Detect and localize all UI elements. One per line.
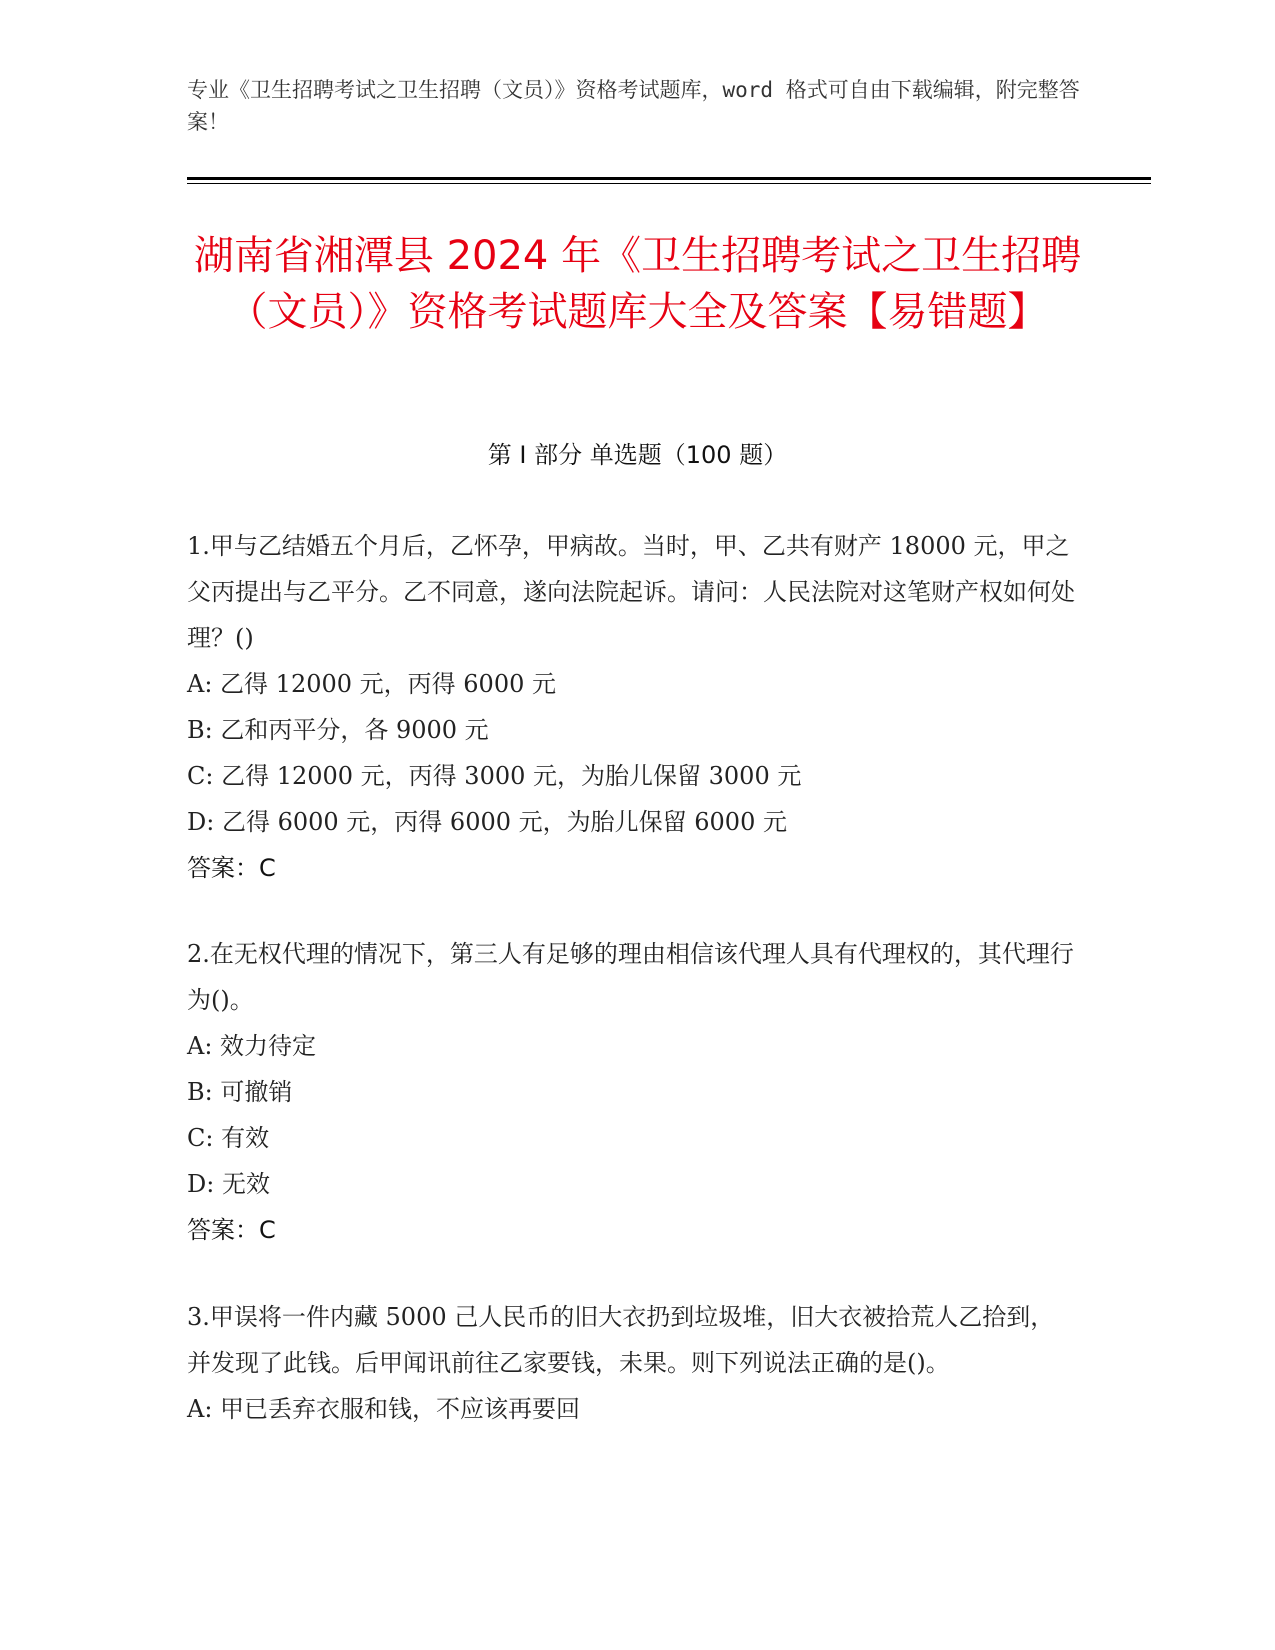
question-stem: 3.甲误将一件内藏 5000 己人民币的旧大衣扔到垃圾堆，旧大衣被拾荒人乙拾到，并发现了此钱。后甲闻讯前往乙家要钱，未果。则下列说法正确的是()。 (187, 1303, 1055, 1377)
option-b: B: 可撤销 (187, 1078, 293, 1106)
header-note: 专业《卫生招聘考试之卫生招聘（文员）》资格考试题库，word 格式可自由下载编辑，附完整答案！ (187, 78, 1080, 134)
answer: 答案：C (187, 1216, 276, 1244)
option-c: C: 有效 (187, 1124, 270, 1152)
option-d: D: 乙得 6000 元，丙得 6000 元，为胎儿保留 6000 元 (187, 808, 787, 836)
question-stem: 2.在无权代理的情况下，第三人有足够的理由相信该代理人具有代理权的，其代理行为()。 (187, 940, 1074, 1014)
question-2 (187, 931, 1077, 1253)
section-heading: 第 I 部分 单选题（100 题） (487, 441, 788, 469)
option-d: D: 无效 (187, 1170, 270, 1198)
option-c: C: 乙得 12000 元，丙得 3000 元，为胎儿保留 3000 元 (187, 762, 802, 790)
question-3 (187, 1294, 1077, 1432)
option-a: A: 甲已丢弃衣服和钱，不应该再要回 (187, 1395, 581, 1423)
document-title: 湖南省湘潭县 2024 年《卫生招聘考试之卫生招聘（文员）》资格考试题库大全及答案【易错题】 (193, 233, 1082, 335)
header-divider-thin (187, 183, 1151, 184)
option-a: A: 乙得 12000 元，丙得 6000 元 (187, 670, 556, 698)
option-a: A: 效力待定 (187, 1032, 317, 1060)
question-stem: 1.甲与乙结婚五个月后，乙怀孕，甲病故。当时，甲、乙共有财产 18000 元，甲之父丙提出与乙平分。乙不同意，遂向法院起诉。请问：人民法院对这笔财产权如何处理？() (187, 532, 1075, 652)
option-b: B: 乙和丙平分，各 9000 元 (187, 716, 489, 744)
question-1 (187, 523, 1077, 891)
header-divider-thick (187, 177, 1151, 180)
answer: 答案：C (187, 854, 276, 882)
